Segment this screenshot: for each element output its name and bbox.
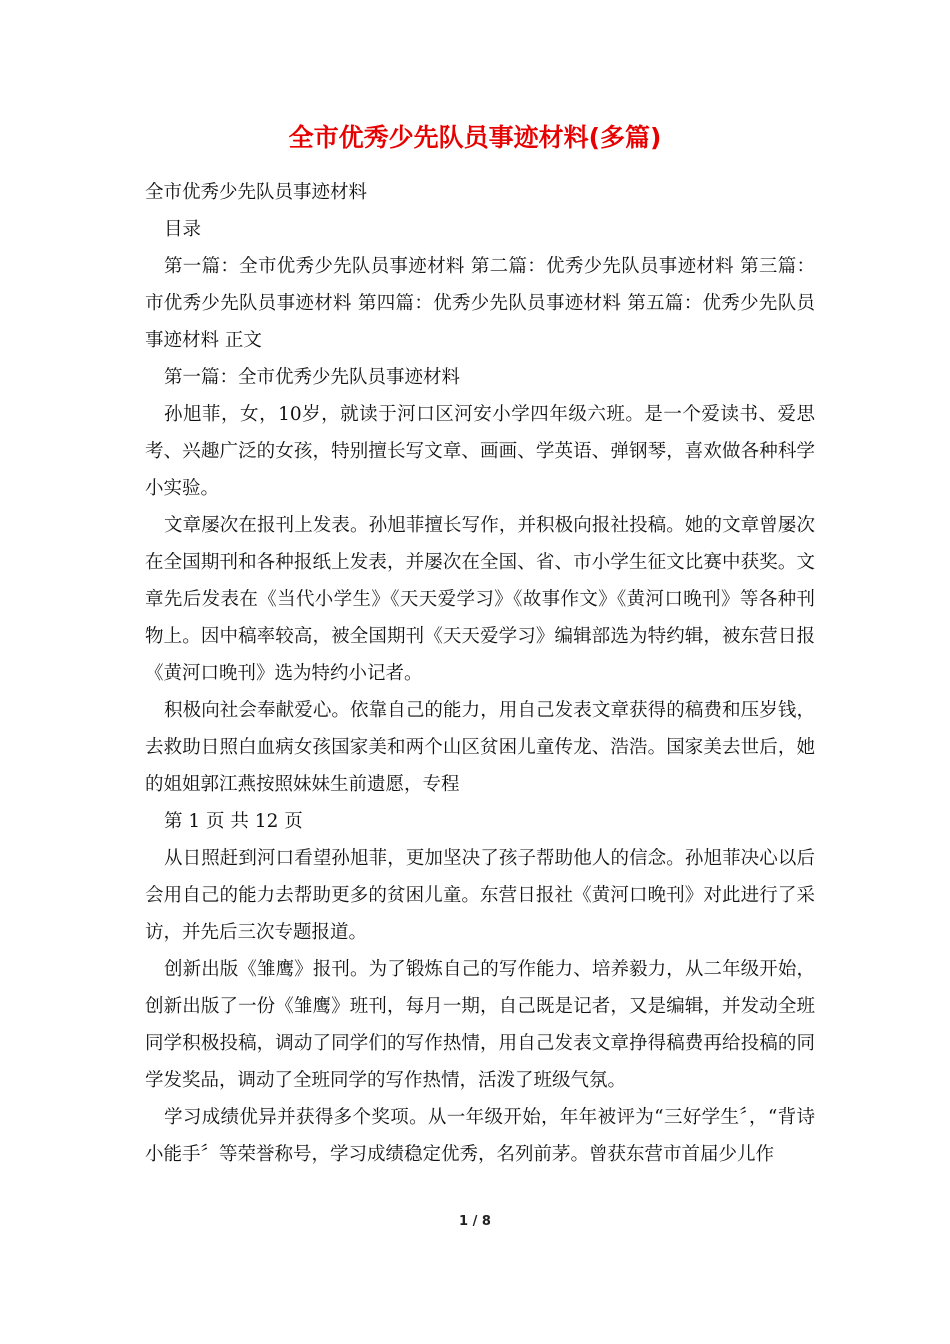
paragraph-toc-label: 目录 xyxy=(164,219,202,240)
page-indicator: 1 / 8 xyxy=(459,1214,491,1229)
document-title: 全市优秀少先队员事迹材料(多篇) xyxy=(288,123,662,152)
paragraph-toc-entries: 第一篇：全市优秀少先队员事迹材料 第二篇：优秀少先队员事迹材料 第三篇：市优秀少先队员事迹材料 第四篇：优秀少先队员事迹材料 第五篇：优秀少先队员事迹材料 正文 xyxy=(145,256,815,351)
document-body xyxy=(145,174,815,1173)
paragraph-charity: 积极向社会奉献爱心。依靠自己的能力，用自己发表文章获得的稿费和压岁钱，去救助日照白血病女孩国家美和两个山区贫困儿童传龙、浩浩。国家美去世后，她的姐姐郭江燕按照妹妹生前遗愿，专程 xyxy=(145,700,815,795)
paragraph-awards: 学习成绩优异并获得多个奖项。从一年级开始，年年被评为“三好学生〞，“背诗小能手〞等荣誉称号，学习成绩稳定优秀，名列前茅。曾获东营市首届少儿作 xyxy=(145,1107,815,1165)
paragraph-newsletter: 创新出版《雏鹰》报刊。为了锻炼自己的写作能力、培养毅力，从二年级开始，创新出版了一份《雏鹰》班刊，每月一期，自己既是记者，又是编辑，并发动全班同学积极投稿，调动了同学们的写作热情，用自己发表文章挣得稿费再给投稿的同学发奖品，调动了全班同学的写作热情，活泼了班级气氛。 xyxy=(145,959,815,1091)
paragraph-publications: 文章屡次在报刊上发表。孙旭菲擅长写作，并积极向报社投稿。她的文章曾屡次在全国期刊和各种报纸上发表，并屡次在全国、省、市小学生征文比赛中获奖。文章先后发表在《当代小学生》《天天爱学习》《故事作文》《黄河口晚刊》等各种刊物上。因中稿率较高，被全国期刊《天天爱学习》编辑部选为特约辑，被东营日报《黄河口晚刊》选为特约小记者。 xyxy=(145,515,815,684)
paragraph-inline-page-number: 第 1 页 共 12 页 xyxy=(164,811,303,832)
paragraph-section-title: 第一篇：全市优秀少先队员事迹材料 xyxy=(164,367,461,388)
paragraph-heading: 全市优秀少先队员事迹材料 xyxy=(145,182,368,203)
paragraph-visit: 从日照赶到河口看望孙旭菲，更加坚决了孩子帮助他人的信念。孙旭菲决心以后会用自己的能力去帮助更多的贫困儿童。东营日报社《黄河口晚刊》对此进行了采访，并先后三次专题报道。 xyxy=(145,848,815,943)
paragraph-intro: 孙旭菲，女，10岁，就读于河口区河安小学四年级六班。是一个爱读书、爱思考、兴趣广泛的女孩，特别擅长写文章、画画、学英语、弹钢琴，喜欢做各种科学小实验。 xyxy=(145,404,815,499)
